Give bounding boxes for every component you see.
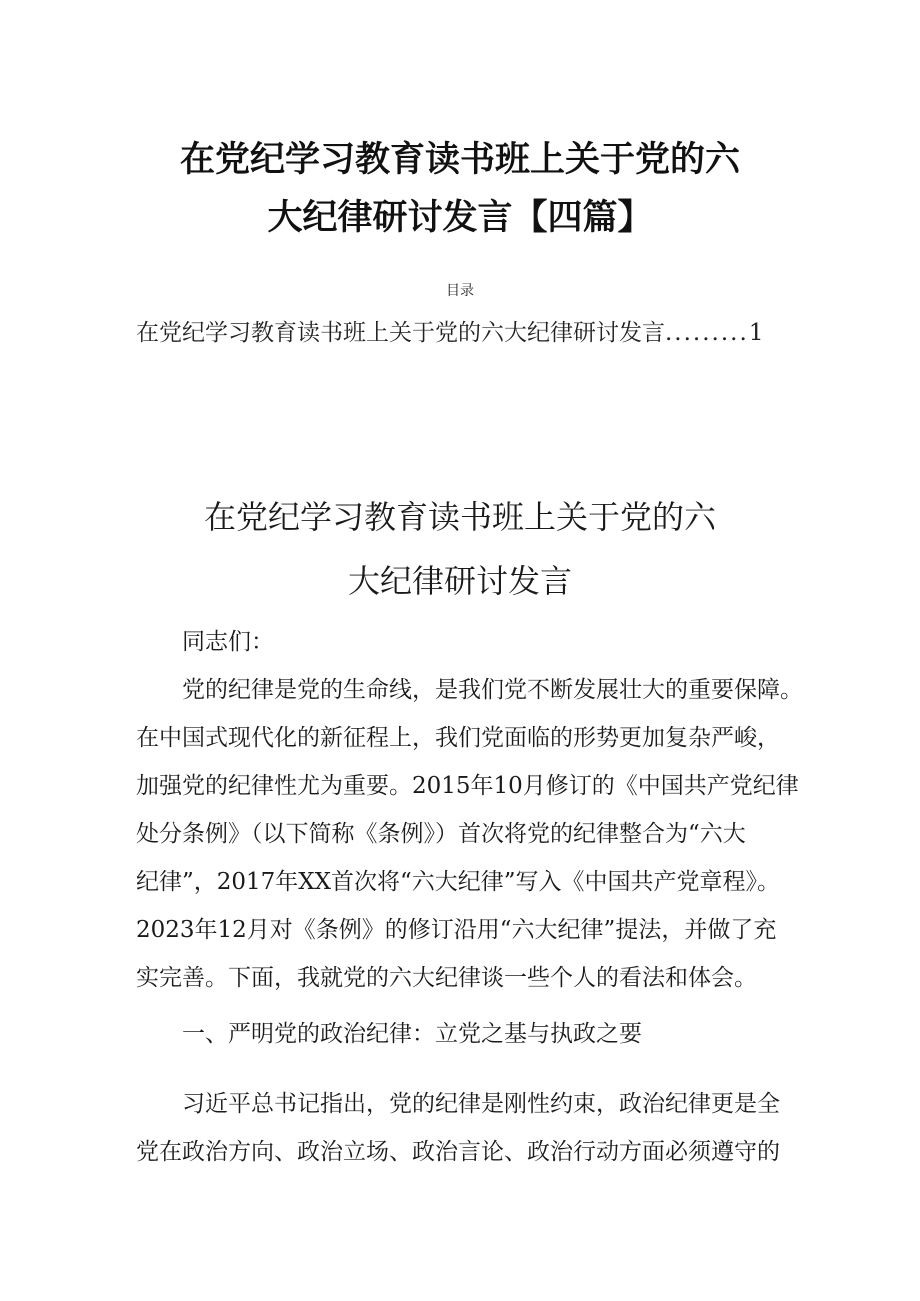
toc-heading: 目录 xyxy=(446,283,474,299)
paragraph-1-line: 实完善。下面，我就党的六大纪律谈一些个人的看法和体会。 xyxy=(136,965,757,991)
paragraph-1-line: 处分条例》（以下简称《条例》）首次将党的纪律整合为“六大 xyxy=(136,821,746,847)
paragraph-2 xyxy=(136,1080,816,1176)
salutation-text: 同志们： xyxy=(182,629,274,655)
article-title-line-2: 大纪律研讨发言 xyxy=(347,562,572,600)
paragraph-1-line: 2023年12月对《条例》的修订沿用“六大纪律”提法，并做了充 xyxy=(136,917,777,943)
paragraph-1-line: 纪律”，2017年XX首次将“六大纪律”写入《中国共产党章程》。 xyxy=(136,869,781,895)
paragraph-1-line: 加强党的纪律性尤为重要。2015年10月修订的《中国共产党纪律 xyxy=(136,773,799,799)
paragraph-1 xyxy=(136,666,816,1002)
toc-entry-1[interactable] xyxy=(136,316,796,350)
paragraph-2-line: 党在政治方向、政治立场、政治言论、政治行动方面必须遵守的 xyxy=(136,1139,780,1165)
document-title-line-1: 在党纪学习教育读书班上关于党的六 xyxy=(179,140,740,180)
paragraph-2-line: 习近平总书记指出，党的纪律是刚性约束，政治纪律更是全 xyxy=(182,1091,780,1117)
toc-entry-leader-dots: ......... xyxy=(665,320,749,346)
toc-entry-page-number: 1 xyxy=(748,320,764,346)
section-1-heading xyxy=(136,1010,816,1058)
paragraph-1-line: 党的纪律是党的生命线，是我们党不断发展壮大的重要保障。 xyxy=(182,677,803,703)
section-1-heading-text: 一、严明党的政治纪律：立党之基与执政之要 xyxy=(182,1021,642,1047)
document-title-line-2: 大纪律研讨发言【四篇】 xyxy=(267,198,653,238)
toc-entry-text: 在党纪学习教育读书班上关于党的六大纪律研讨发言 xyxy=(136,320,665,346)
salutation xyxy=(136,618,816,666)
article-title-line-1: 在党纪学习教育读书班上关于党的六 xyxy=(203,498,716,536)
paragraph-1-line: 在中国式现代化的新征程上，我们党面临的形势更加复杂严峻， xyxy=(136,725,780,751)
